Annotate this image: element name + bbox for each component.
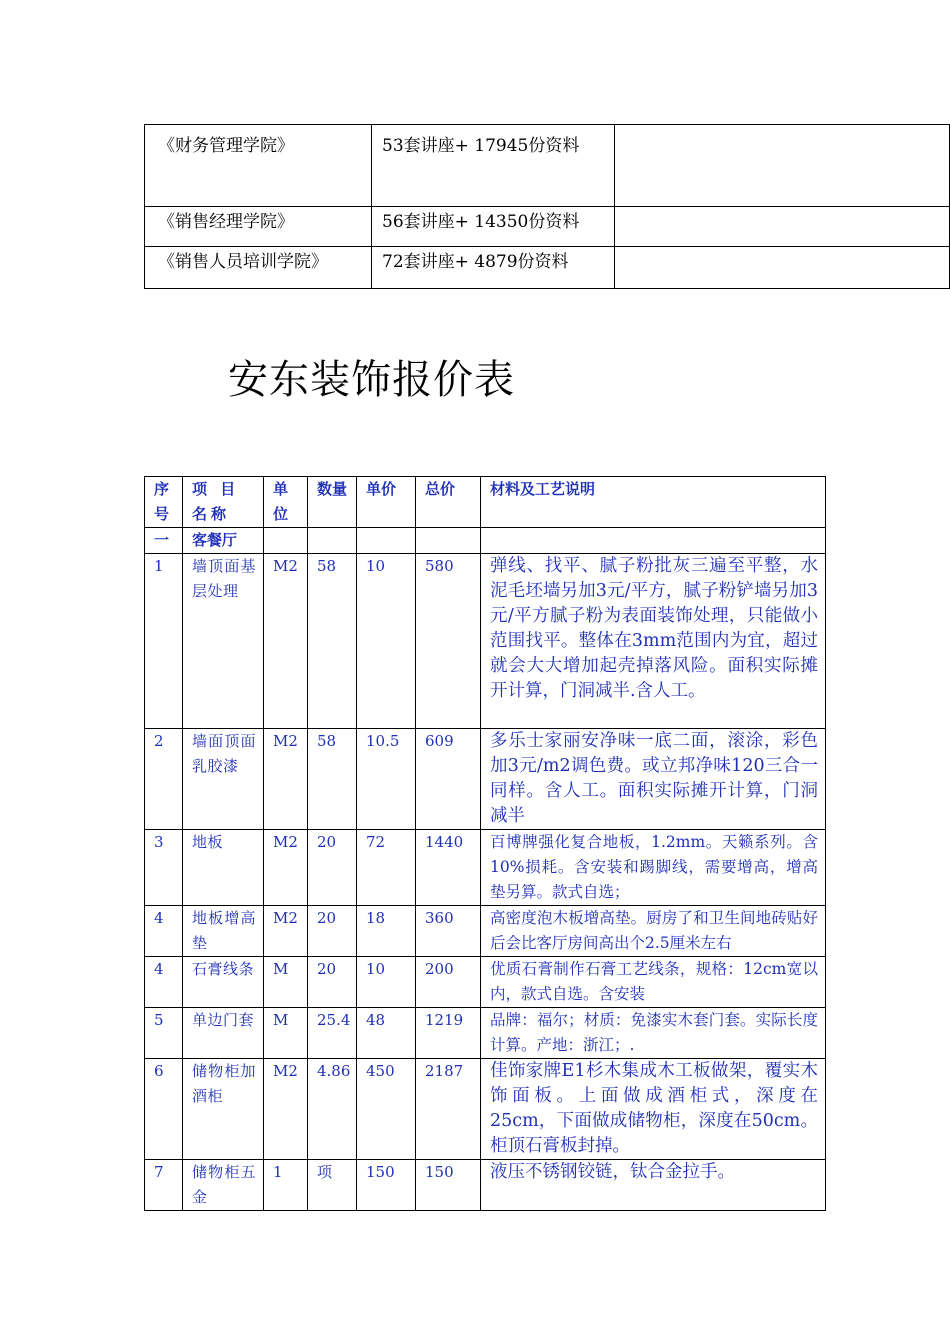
row-total: 200 (416, 957, 481, 1008)
row-qty: 20 (308, 957, 357, 1008)
row-name: 墙顶面基层处理 (183, 554, 264, 729)
row-qty: 58 (308, 729, 357, 830)
row-unit: 1 (264, 1160, 308, 1211)
table-row (145, 957, 826, 1008)
row-desc: 液压不锈钢铰链，钛合金拉手。 (481, 1160, 826, 1211)
row-desc: 高密度泡木板增高垫。厨房了和卫生间地砖贴好后会比客厅房间高出个2.5厘米左右 (481, 906, 826, 957)
header-no: 序号 (145, 477, 183, 528)
row-desc: 佳饰家牌E1杉木集成木工板做架，覆实木饰面板。上面做成酒柜式，深度在25cm，下面做成储物柜，深度在50cm。柜顶石膏板封掉。 (481, 1059, 826, 1160)
header-qty: 数量 (308, 477, 357, 528)
course-name: 《销售人员培训学院》 (145, 247, 372, 289)
row-price: 18 (357, 906, 416, 957)
course-name: 《销售经理学院》 (145, 207, 372, 247)
row-price: 150 (357, 1160, 416, 1211)
header-total: 总价 (416, 477, 481, 528)
row-unit: M2 (264, 729, 308, 830)
row-price: 48 (357, 1008, 416, 1059)
row-desc: 多乐士家丽安净味一底二面，滚涂，彩色加3元/m2调色费。或立邦净味120三合一同样。含人工。面积实际摊开计算，门洞减半 (481, 729, 826, 830)
row-qty: 58 (308, 554, 357, 729)
course-extra (615, 207, 950, 247)
row-qty: 20 (308, 906, 357, 957)
course-info: 56套讲座+ 14350份资料 (372, 207, 615, 247)
section-no: 一 (145, 528, 183, 554)
table-header-row (145, 477, 826, 528)
row-desc: 品牌：福尔；材质：免漆实木套门套。实际长度计算。产地：浙江；. (481, 1008, 826, 1059)
row-name: 储物柜五金 (183, 1160, 264, 1211)
course-info: 53套讲座+ 17945份资料 (372, 125, 615, 207)
row-unit: M (264, 1008, 308, 1059)
section-row (145, 528, 826, 554)
course-extra (615, 125, 950, 207)
table-row (145, 1059, 826, 1160)
row-unit: M2 (264, 830, 308, 906)
row-price: 10.5 (357, 729, 416, 830)
row-name: 储物柜加酒柜 (183, 1059, 264, 1160)
row-qty: 20 (308, 830, 357, 906)
row-qty: 25.4 (308, 1008, 357, 1059)
row-total: 360 (416, 906, 481, 957)
row-name: 地板增高垫 (183, 906, 264, 957)
training-resources-table (144, 124, 950, 289)
header-desc: 材料及工艺说明 (481, 477, 826, 528)
row-name: 石膏线条 (183, 957, 264, 1008)
row-price: 72 (357, 830, 416, 906)
row-unit: M2 (264, 906, 308, 957)
row-qty: 4.86 (308, 1059, 357, 1160)
row-total: 2187 (416, 1059, 481, 1160)
row-total: 609 (416, 729, 481, 830)
row-no: 6 (145, 1059, 183, 1160)
row-total: 1219 (416, 1008, 481, 1059)
header-price: 单价 (357, 477, 416, 528)
page-title: 安东装饰报价表 (228, 357, 515, 403)
row-unit: M2 (264, 1059, 308, 1160)
table-row (145, 207, 950, 247)
header-unit: 单位 (264, 477, 308, 528)
row-unit: M (264, 957, 308, 1008)
row-total: 150 (416, 1160, 481, 1211)
course-info: 72套讲座+ 4879份资料 (372, 247, 615, 289)
quote-table (144, 476, 826, 1211)
row-no: 4 (145, 957, 183, 1008)
table-row (145, 125, 950, 207)
row-no: 5 (145, 1008, 183, 1059)
row-name: 单边门套 (183, 1008, 264, 1059)
row-no: 2 (145, 729, 183, 830)
table-row (145, 554, 826, 729)
row-price: 450 (357, 1059, 416, 1160)
row-unit: M2 (264, 554, 308, 729)
row-price: 10 (357, 554, 416, 729)
header-name: 项 目 名称 (183, 477, 264, 528)
row-qty: 项 (308, 1160, 357, 1211)
row-price: 10 (357, 957, 416, 1008)
row-desc: 弹线、找平、腻子粉批灰三遍至平整，水泥毛坯墙另加3元/平方，腻子粉铲墙另加3元/平方腻子粉为表面装饰处理，只能做小范围找平。整体在3mm范围内为宜，超过就会大大增加起壳掉落风险。面积实际摊开计算，门洞减半.含人工。 (481, 554, 826, 729)
course-name: 《财务管理学院》 (145, 125, 372, 207)
row-no: 7 (145, 1160, 183, 1211)
table-row (145, 247, 950, 289)
table-row (145, 830, 826, 906)
table-row (145, 1008, 826, 1059)
row-no: 4 (145, 906, 183, 957)
table-row (145, 729, 826, 830)
course-extra (615, 247, 950, 289)
row-no: 3 (145, 830, 183, 906)
row-desc: 优质石膏制作石膏工艺线条，规格：12cm宽以内，款式自选。含安装 (481, 957, 826, 1008)
section-name: 客餐厅 (183, 528, 264, 554)
row-total: 580 (416, 554, 481, 729)
row-total: 1440 (416, 830, 481, 906)
table-row (145, 1160, 826, 1211)
table-row (145, 906, 826, 957)
row-no: 1 (145, 554, 183, 729)
row-desc: 百博牌强化复合地板，1.2mm。天籁系列。含10%损耗。含安装和踢脚线，需要增高，增高垫另算。款式自选； (481, 830, 826, 906)
row-name: 墙面顶面乳胶漆 (183, 729, 264, 830)
row-name: 地板 (183, 830, 264, 906)
